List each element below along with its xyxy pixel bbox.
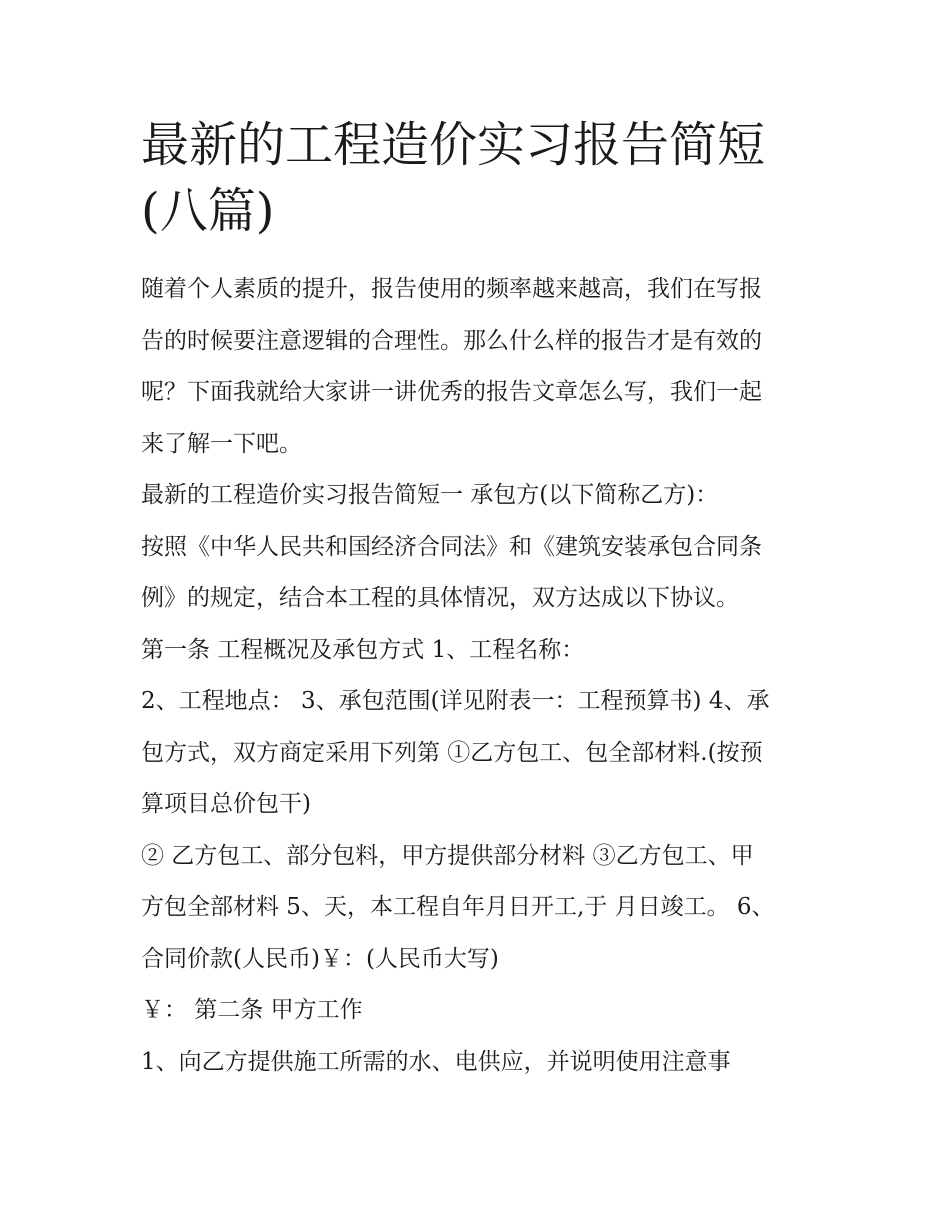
text-line: ② 乙方包工、部分包料，甲方提供部分材料 ③乙方包工、甲 xyxy=(141,842,754,869)
document-page xyxy=(141,112,813,1088)
text-line: 最新的工程造价实习报告简短一 承包方(以下简称乙方)： xyxy=(141,482,719,508)
paragraph-intro xyxy=(141,264,813,470)
text-line: 来了解一下吧。 xyxy=(141,430,302,457)
text-line: 例》的规定，结合本工程的具体情况，双方达成以下协议。 xyxy=(141,585,739,611)
text-line: 算项目总价包干) xyxy=(141,791,311,817)
paragraph-options xyxy=(141,831,813,986)
text-line: 按照《中华人民共和国经济合同法》和《建筑安装承包合同条 xyxy=(141,533,762,560)
paragraph-party-a-duty xyxy=(141,1037,813,1089)
text-line: 第一条 工程概况及承包方式 1、工程名称： xyxy=(141,636,585,663)
paragraph-basis xyxy=(141,522,813,625)
text-line: 2、工程地点： 3、承包范围(详见附表一：工程预算书) 4、承 xyxy=(141,688,770,714)
paragraph-scope xyxy=(141,676,813,831)
paragraph-article-1 xyxy=(141,625,813,677)
title-line: (八篇) xyxy=(141,183,275,239)
text-line: 随着个人素质的提升，报告使用的频率越来越高，我们在写报 xyxy=(141,276,762,302)
document-body xyxy=(141,264,813,1088)
text-line: 包方式，双方商定采用下列第 ①乙方包工、包全部材料.(按预 xyxy=(141,739,763,766)
paragraph-contractor xyxy=(141,470,813,522)
text-line: 合同价款(人民币)￥：(人民币大写) xyxy=(141,945,499,972)
text-line: 呢？下面我就给大家讲一讲优秀的报告文章怎么写，我们一起 xyxy=(141,379,762,405)
text-line: 方包全部材料 5、天，本工程自年月日开工,于 月日竣工。 6、 xyxy=(141,894,775,920)
document-title xyxy=(141,112,813,244)
paragraph-article-2 xyxy=(141,985,813,1037)
text-line: 1、向乙方提供施工所需的水、电供应，并说明使用注意事 xyxy=(141,1048,731,1075)
text-line: ￥： 第二条 甲方工作 xyxy=(141,997,363,1023)
text-line: 告的时候要注意逻辑的合理性。那么什么样的报告才是有效的 xyxy=(141,327,762,354)
title-line: 最新的工程造价实习报告简短 xyxy=(141,117,766,173)
